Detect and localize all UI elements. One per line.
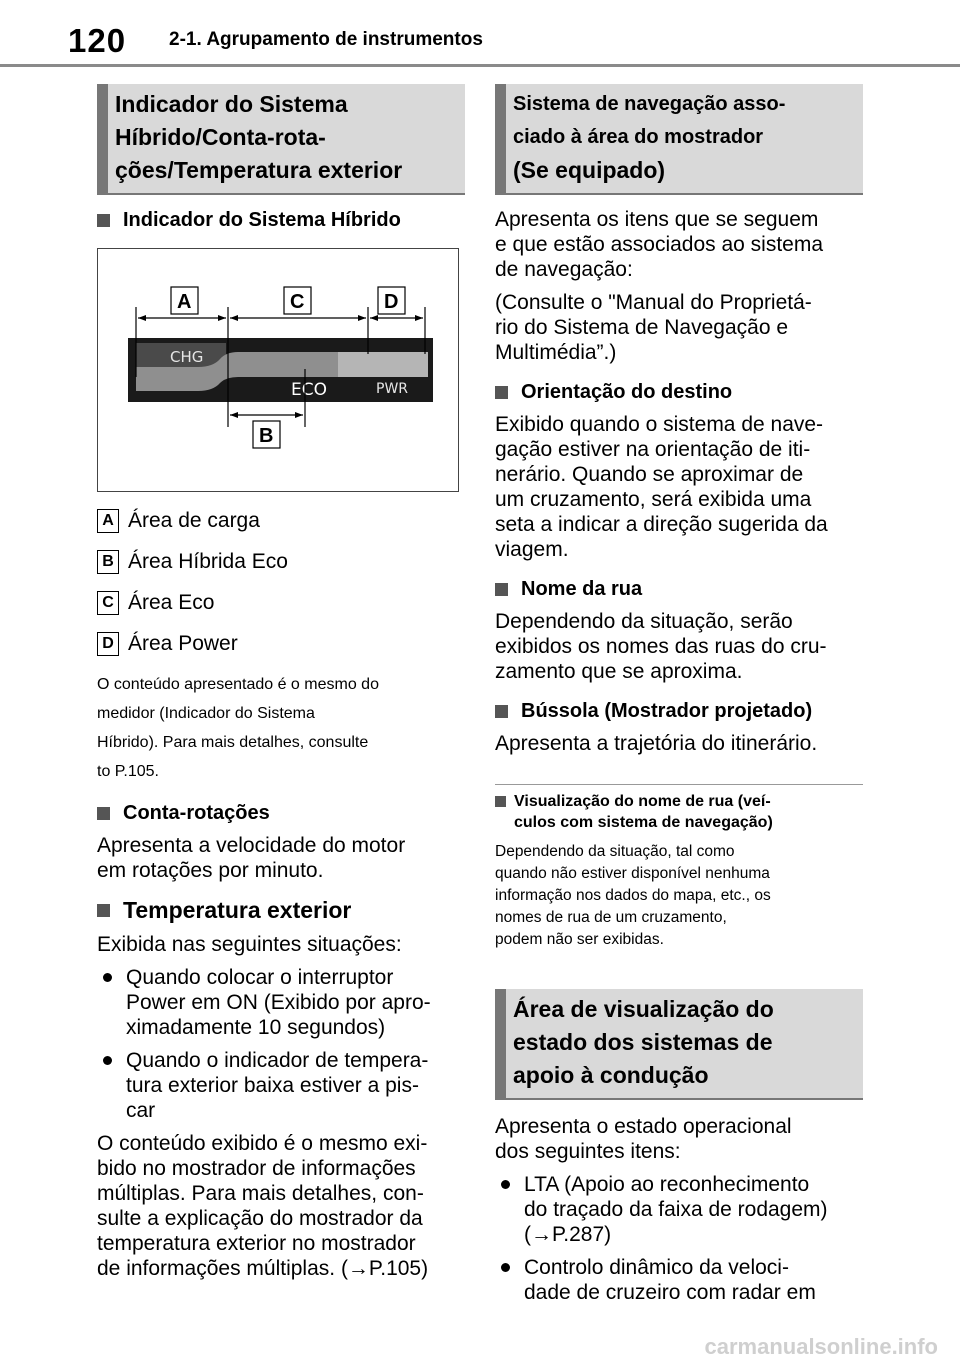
bullet-dot-icon — [501, 1263, 510, 1272]
legend-text: Área Híbrida Eco — [128, 549, 288, 573]
legend-item — [97, 623, 465, 664]
subheading-route-guidance: Orientação do destino — [495, 381, 863, 404]
bullet-item: Controlo dinâmico da veloci- dade de cruzeiro com radar em — [495, 1255, 863, 1305]
square-bullet-icon — [495, 583, 508, 596]
figure-label-d: D — [384, 291, 399, 313]
section-title-navigation — [495, 84, 863, 195]
tachometer-text: Apresenta a velocidade do motor em rotações por minuto. — [97, 834, 406, 882]
watermark: carmanualsonline.info — [704, 1334, 938, 1359]
subheading-outside-temperature: Temperatura exterior — [97, 897, 465, 924]
figure-label-c: C — [290, 291, 305, 313]
square-bullet-icon — [495, 705, 508, 718]
title-line: ciado à área do mostrador — [513, 126, 764, 148]
title-line: (Se equipado) — [513, 157, 666, 183]
title-line: apoio à condução — [513, 1062, 709, 1088]
square-bullet-icon — [97, 214, 110, 227]
page-header — [0, 0, 960, 66]
page-number: 120 — [68, 22, 127, 59]
note-divider — [495, 784, 863, 785]
legend-text: Área Power — [128, 631, 238, 655]
section-title-hybrid-tach-temp — [97, 84, 465, 195]
legend-item — [97, 582, 465, 623]
bullet-dot-icon — [103, 1056, 112, 1065]
hybrid-indicator-figure — [97, 248, 459, 492]
temperature-intro: Exibida nas seguintes situações: — [97, 933, 402, 956]
title-line: Indicador do Sistema — [115, 91, 348, 117]
legend-key: D — [97, 632, 119, 656]
subheading-tachometer: Conta-rotações — [97, 802, 465, 825]
bullet-item: Quando colocar o interruptor Power em ON (Exibido por apro- ximadamente 10 segundos) — [97, 965, 465, 1040]
legend-text: Área de carga — [128, 508, 260, 532]
bullet-dot-icon — [103, 973, 112, 982]
route-guidance-text: Exibido quando o sistema de nave- gação estiver na orientação de iti- nerário. Quando se aproximar de um cruzamento, será exibida uma seta a indicar a direção sugerida da viagem. — [495, 413, 828, 561]
square-bullet-icon — [495, 386, 508, 399]
hybrid-note: O conteúdo apresentado é o mesmo do medidor (Indicador do Sistema Híbrido). Para mais detalhes, consulte to P.105. — [97, 676, 379, 780]
driving-assist-intro: Apresenta o estado operacional dos seguintes itens: — [495, 1115, 792, 1163]
pwr-zone — [338, 352, 428, 377]
temperature-body: O conteúdo exibido é o mesmo exi- bido no mostrador de informações múltiplas. Para mais detalhes, con- sulte a explicação do mostrador da temperatura exterior no mostrador de informações múltiplas. (→P.105) — [97, 1132, 429, 1280]
figure-label-b: B — [259, 425, 274, 447]
right-column — [495, 84, 863, 1313]
street-name-text: Dependendo da situação, serão exibidos os nomes das ruas do cru- zamento que se aproxima. — [495, 610, 827, 683]
legend-key: B — [97, 550, 119, 574]
square-bullet-icon — [495, 796, 506, 807]
bullet-dot-icon — [501, 1180, 510, 1189]
note-heading-street-display: Visualização do nome de rua (veí- culos com sistema de navegação) — [495, 791, 863, 833]
header-divider — [0, 64, 960, 67]
legend-key: A — [97, 509, 119, 533]
title-line: Sistema de navegação asso- — [513, 93, 786, 115]
legend-item — [97, 500, 465, 541]
gauge-chg-label: CHG — [170, 348, 204, 366]
title-line: Área de visualização do — [513, 996, 774, 1022]
title-line: ções/Temperatura exterior — [115, 157, 403, 183]
navigation-intro: Apresenta os itens que se seguem e que estão associados ao sistema de navegação: — [495, 208, 824, 281]
title-line: Híbrido/Conta-rota- — [115, 124, 326, 150]
street-note-text: Dependendo da situação, tal como quando não estiver disponível nenhuma informação nos dados do mapa, etc., os nomes de rua de um cruzamento, podem não ser exibidas. — [495, 843, 771, 948]
legend-list — [97, 500, 465, 664]
bullet-item: Quando o indicador de tempera- tura exterior baixa estiver a pis- car — [97, 1048, 465, 1123]
bullet-item: LTA (Apoio ao reconhecimento do traçado da faixa de rodagem) (→P.287) — [495, 1172, 863, 1247]
chapter-title: 2-1. Agrupamento de instrumentos — [169, 29, 483, 50]
square-bullet-icon — [97, 807, 110, 820]
hybrid-gauge-diagram — [98, 249, 458, 491]
navigation-reference: (Consulte o "Manual do Proprietá- rio do Sistema de Navegação e Multimédia”.) — [495, 291, 812, 364]
section-title-driving-assist — [495, 989, 863, 1100]
subheading-compass: Bússola (Mostrador projetado) — [495, 700, 863, 723]
figure-label-a: A — [177, 291, 192, 313]
gauge-eco-label: ECO — [291, 380, 327, 400]
left-column — [97, 84, 465, 1289]
legend-key: C — [97, 591, 119, 615]
title-line: estado dos sistemas de — [513, 1029, 773, 1055]
legend-text: Área Eco — [128, 590, 215, 614]
legend-item — [97, 541, 465, 582]
subheading-street-name: Nome da rua — [495, 578, 863, 601]
subheading-hybrid-indicator: Indicador do Sistema Híbrido — [97, 209, 465, 232]
square-bullet-icon — [97, 904, 110, 917]
gauge-pwr-label: PWR — [376, 381, 409, 397]
compass-text: Apresenta a trajetória do itinerário. — [495, 732, 818, 755]
